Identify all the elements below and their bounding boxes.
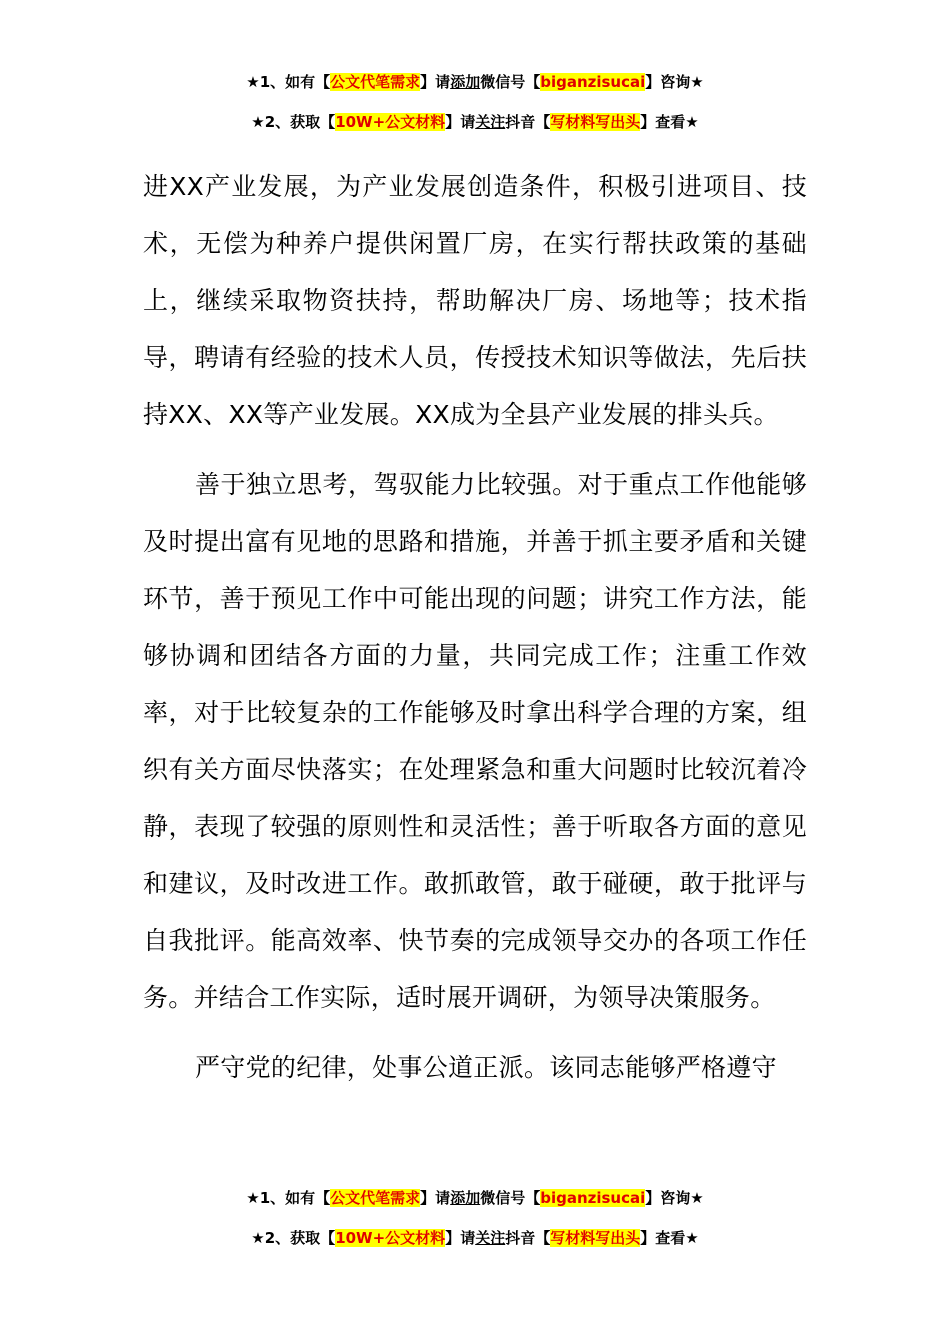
header-line1-prefix: ★1、如有【 [246,73,331,91]
header-line1-mid: 】请 [420,73,451,91]
footer-line2-underline: 关注 [475,1229,506,1247]
header-line1-highlight-service: 公文代笔需求 [330,73,421,91]
footer-line2-prefix: ★2、获取【 [251,1229,336,1247]
footer-line2-mid2: 抖音【 [505,1229,551,1247]
body-paragraph-1: 进XX产业发展，为产业发展创造条件，积极引进项目、技术，无偿为种养户提供闲置厂房，在实行帮扶政策的基础上，继续采取物资扶持，帮助解决厂房、场地等；技术指导，聘请有经验的技术人员，传授技术知识等做法，先后扶持XX、XX等产业发展。XX成为全县产业发展的排头兵。 [143,172,807,429]
footer-notice-line-1 [0,1187,950,1209]
header-line2-highlight-douyin: 写材料写出头 [550,113,641,131]
header-line1-mid2: 微信号【 [480,73,541,91]
header-line2-highlight-materials: 10W+公文材料 [335,113,446,131]
document-body [143,158,807,1096]
header-line2-prefix: ★2、获取【 [251,113,336,131]
header-line2-underline: 关注 [475,113,506,131]
footer-line2-highlight-douyin: 写材料写出头 [550,1229,641,1247]
header-line2-mid: 】请 [445,113,476,131]
footer-notice-line-2 [0,1227,950,1249]
footer-line1-highlight-wechat: biganzisucai [540,1189,646,1207]
footer-line1-underline: 添加 [450,1189,481,1207]
header-line1-suffix: 】咨询★ [645,73,704,91]
footer-line1-mid2: 微信号【 [480,1189,541,1207]
body-paragraph-3: 严守党的纪律，处事公道正派。该同志能够严格遵守 [195,1053,777,1082]
header-line2-suffix: 】查看★ [640,113,699,131]
footer-line2-mid: 】请 [445,1229,476,1247]
footer-line2-highlight-materials: 10W+公文材料 [335,1229,446,1247]
footer-line1-prefix: ★1、如有【 [246,1189,331,1207]
footer-line2-suffix: 】查看★ [640,1229,699,1247]
header-notice-line-2 [0,111,950,133]
header-line1-underline: 添加 [450,73,481,91]
footer-line1-highlight-service: 公文代笔需求 [330,1189,421,1207]
footer-line1-mid: 】请 [420,1189,451,1207]
body-paragraph-2: 善于独立思考，驾驭能力比较强。对于重点工作他能够及时提出富有见地的思路和措施，并善于抓主要矛盾和关键环节，善于预见工作中可能出现的问题；讲究工作方法，能够协调和团结各方面的力量，共同完成工作；注重工作效率，对于比较复杂的工作能够及时拿出科学合理的方案，组织有关方面尽快落实；在处理紧急和重大问题时比较沉着冷静，表现了较强的原则性和灵活性；善于听取各方面的意见和建议，及时改进工作。敢抓敢管，敢于碰硬，敢于批评与自我批评。能高效率、快节奏的完成领导交办的各项工作任务。并结合工作实际，适时展开调研，为领导决策服务。 [143,470,807,1012]
footer-line1-suffix: 】咨询★ [645,1189,704,1207]
header-line1-highlight-wechat: biganzisucai [540,73,646,91]
header-line2-mid2: 抖音【 [505,113,551,131]
header-notice-line-1 [0,71,950,93]
